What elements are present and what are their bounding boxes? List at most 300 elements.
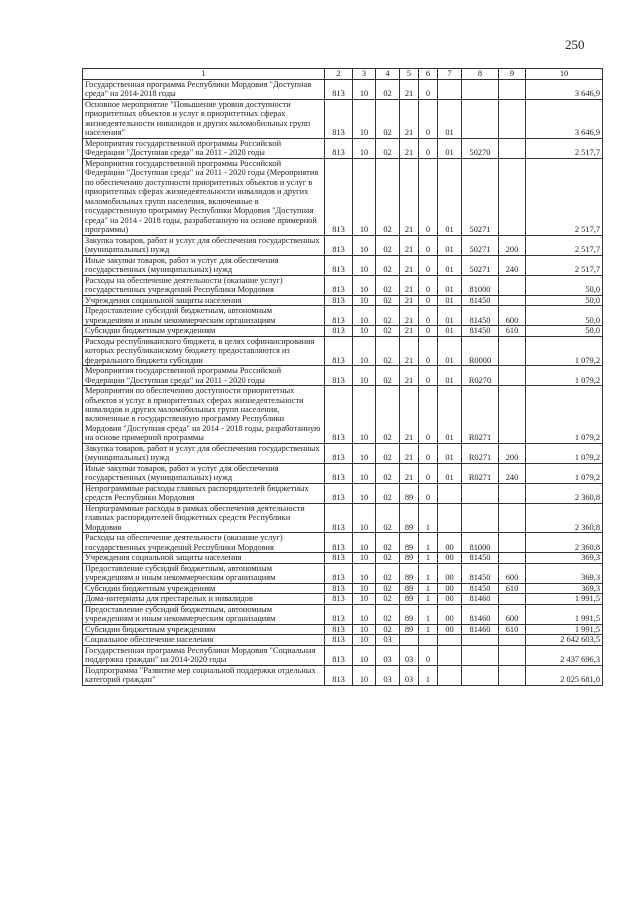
subprogram-cell: 0 (419, 443, 438, 463)
program-cell: 21 (400, 275, 419, 295)
expense-type-cell (499, 665, 526, 685)
amount-cell: 369,3 (526, 563, 603, 583)
event-cell (438, 645, 462, 665)
program-cell: 21 (400, 255, 419, 275)
amount-cell: 2 360,8 (526, 533, 603, 553)
expense-code-cell: 50271 (462, 158, 499, 235)
row-name-cell: Расходы на обеспечение деятельности (оказание услуг) государственных учреждений Республики Мордовия (83, 275, 325, 295)
admin-code-cell: 813 (325, 624, 353, 634)
section-cell: 10 (353, 665, 376, 685)
amount-cell: 2 517,7 (526, 255, 603, 275)
event-cell (438, 483, 462, 503)
admin-code-cell: 813 (325, 483, 353, 503)
column-header-5: 5 (400, 69, 419, 80)
program-cell: 89 (400, 483, 419, 503)
expense-type-cell (499, 295, 526, 305)
expense-code-cell: R0000 (462, 336, 499, 365)
amount-cell: 369,3 (526, 583, 603, 593)
subsection-cell: 02 (376, 158, 400, 235)
event-cell: 00 (438, 583, 462, 593)
admin-code-cell: 813 (325, 645, 353, 665)
event-cell: 01 (438, 255, 462, 275)
admin-code-cell: 813 (325, 443, 353, 463)
row-name-cell: Субсидии бюджетным учреждениям (83, 583, 325, 593)
program-cell: 21 (400, 386, 419, 444)
subprogram-cell: 0 (419, 255, 438, 275)
amount-cell: 1 079,2 (526, 386, 603, 444)
subsection-cell: 02 (376, 366, 400, 386)
subprogram-cell: 1 (419, 553, 438, 563)
row-name-cell: Мероприятия государственной программы Российской Федерации "Доступная среда" на 2011 - 2020 годы (83, 366, 325, 386)
expense-type-cell: 600 (499, 604, 526, 624)
expense-type-cell (499, 80, 526, 100)
table-row (83, 443, 603, 463)
event-cell: 01 (438, 463, 462, 483)
event-cell: 01 (438, 306, 462, 326)
expense-code-cell: 81450 (462, 306, 499, 326)
section-cell: 10 (353, 366, 376, 386)
event-cell: 01 (438, 99, 462, 138)
table-row (83, 326, 603, 336)
table-row (83, 386, 603, 444)
program-cell: 21 (400, 138, 419, 158)
amount-cell: 2 360,8 (526, 503, 603, 532)
subprogram-cell: 1 (419, 503, 438, 532)
section-cell: 10 (353, 80, 376, 100)
subsection-cell: 02 (376, 553, 400, 563)
program-cell: 21 (400, 336, 419, 365)
program-cell: 21 (400, 80, 419, 100)
row-name-cell: Непрограммные расходы в рамках обеспечения деятельности главных распорядителей бюджетных средств Республики Мордовия (83, 503, 325, 532)
table-row (83, 583, 603, 593)
subprogram-cell: 1 (419, 594, 438, 604)
subprogram-cell: 1 (419, 665, 438, 685)
subsection-cell: 02 (376, 235, 400, 255)
event-cell: 01 (438, 336, 462, 365)
amount-cell: 1 991,5 (526, 594, 603, 604)
table-header-row (83, 69, 603, 80)
admin-code-cell: 813 (325, 158, 353, 235)
row-name-cell: Непрограммные расходы главных распорядителей бюджетных средств Республики Мордовия (83, 483, 325, 503)
row-name-cell: Мероприятия государственной программы Российской Федерации "Доступная среда" на 2011 - 2020 годы (Мероприятия по обеспечению доступности приоритетных объектов и услуг в приоритетных сферах жизнедеятельности инвалидов и других маломобильных групп населения, включенные в государственную программу Республики Мордовия "Доступная среда" на 2014 - 2018 годы, разработанную на основе примерной программы) (83, 158, 325, 235)
subsection-cell: 02 (376, 336, 400, 365)
table-row (83, 306, 603, 326)
expense-type-cell: 240 (499, 463, 526, 483)
program-cell: 03 (400, 645, 419, 665)
subsection-cell: 02 (376, 563, 400, 583)
subprogram-cell: 0 (419, 138, 438, 158)
row-name-cell: Иные закупки товаров, работ и услуг для обеспечения государственных (муниципальных) нужд (83, 463, 325, 483)
program-cell: 89 (400, 594, 419, 604)
table-row (83, 604, 603, 624)
amount-cell: 3 646,9 (526, 99, 603, 138)
admin-code-cell: 813 (325, 533, 353, 553)
budget-table (82, 68, 603, 686)
subprogram-cell: 1 (419, 604, 438, 624)
event-cell (438, 635, 462, 645)
amount-cell: 3 646,9 (526, 80, 603, 100)
subsection-cell: 02 (376, 594, 400, 604)
program-cell: 21 (400, 366, 419, 386)
subsection-cell: 02 (376, 306, 400, 326)
program-cell: 21 (400, 443, 419, 463)
section-cell: 10 (353, 635, 376, 645)
admin-code-cell: 813 (325, 306, 353, 326)
expense-type-cell (499, 99, 526, 138)
subsection-cell: 02 (376, 255, 400, 275)
expense-type-cell: 610 (499, 624, 526, 634)
program-cell: 21 (400, 326, 419, 336)
column-header-4: 4 (376, 69, 400, 80)
expense-type-cell: 240 (499, 255, 526, 275)
program-cell: 89 (400, 624, 419, 634)
expense-type-cell: 610 (499, 326, 526, 336)
subsection-cell: 02 (376, 583, 400, 593)
event-cell (438, 503, 462, 532)
expense-type-cell: 600 (499, 306, 526, 326)
subprogram-cell: 0 (419, 326, 438, 336)
table-row (83, 553, 603, 563)
subprogram-cell: 0 (419, 645, 438, 665)
subprogram-cell: 0 (419, 235, 438, 255)
subprogram-cell: 0 (419, 483, 438, 503)
subsection-cell: 02 (376, 463, 400, 483)
table-row (83, 275, 603, 295)
section-cell: 10 (353, 645, 376, 665)
admin-code-cell: 813 (325, 594, 353, 604)
event-cell: 00 (438, 594, 462, 604)
section-cell: 10 (353, 563, 376, 583)
section-cell: 10 (353, 306, 376, 326)
table-row (83, 463, 603, 483)
event-cell: 01 (438, 275, 462, 295)
expense-type-cell (499, 533, 526, 553)
section-cell: 10 (353, 138, 376, 158)
row-name-cell: Государственная программа Республики Мордовия "Социальная поддержка граждан" на 2014-2020 годы (83, 645, 325, 665)
admin-code-cell: 813 (325, 553, 353, 563)
section-cell: 10 (353, 326, 376, 336)
row-name-cell: Закупка товаров, работ и услуг для обеспечения государственных (муниципальных) нужд (83, 235, 325, 255)
row-name-cell: Предоставление субсидий бюджетным, автономным учреждениям и иным некоммерческим организациям (83, 306, 325, 326)
subprogram-cell: 0 (419, 295, 438, 305)
row-name-cell: Субсидии бюджетным учреждениям (83, 624, 325, 634)
subprogram-cell: 0 (419, 386, 438, 444)
table-row (83, 80, 603, 100)
table-row (83, 483, 603, 503)
admin-code-cell: 813 (325, 99, 353, 138)
amount-cell: 1 079,2 (526, 366, 603, 386)
expense-type-cell (499, 635, 526, 645)
section-cell: 10 (353, 295, 376, 305)
section-cell: 10 (353, 235, 376, 255)
admin-code-cell: 813 (325, 463, 353, 483)
subprogram-cell: 0 (419, 99, 438, 138)
row-name-cell: Учреждения социальной защиты населения (83, 295, 325, 305)
row-name-cell: Учреждения социальной защиты населения (83, 553, 325, 563)
program-cell: 89 (400, 533, 419, 553)
amount-cell: 2 517,7 (526, 138, 603, 158)
subprogram-cell (419, 635, 438, 645)
amount-cell: 1 079,2 (526, 443, 603, 463)
program-cell: 89 (400, 604, 419, 624)
expense-type-cell (499, 553, 526, 563)
subsection-cell: 02 (376, 483, 400, 503)
subsection-cell: 02 (376, 604, 400, 624)
event-cell: 01 (438, 138, 462, 158)
section-cell: 10 (353, 503, 376, 532)
row-name-cell: Государственная программа Республики Мордовия "Доступная среда" на 2014-2018 годы (83, 80, 325, 100)
expense-code-cell: 50270 (462, 138, 499, 158)
subsection-cell: 02 (376, 443, 400, 463)
row-name-cell: Закупка товаров, работ и услуг для обеспечения государственных (муниципальных) нужд (83, 443, 325, 463)
amount-cell: 2 517,7 (526, 235, 603, 255)
amount-cell: 1 079,2 (526, 336, 603, 365)
amount-cell: 369,3 (526, 553, 603, 563)
table-row (83, 665, 603, 685)
admin-code-cell: 813 (325, 235, 353, 255)
subsection-cell: 03 (376, 665, 400, 685)
event-cell: 01 (438, 326, 462, 336)
program-cell: 21 (400, 295, 419, 305)
amount-cell: 50,0 (526, 326, 603, 336)
event-cell (438, 665, 462, 685)
subprogram-cell: 0 (419, 306, 438, 326)
event-cell: 01 (438, 443, 462, 463)
event-cell: 00 (438, 604, 462, 624)
program-cell: 89 (400, 583, 419, 593)
expense-code-cell (462, 483, 499, 503)
subsection-cell: 02 (376, 99, 400, 138)
expense-code-cell (462, 503, 499, 532)
amount-cell: 2 437 696,3 (526, 645, 603, 665)
expense-type-cell (499, 138, 526, 158)
section-cell: 10 (353, 99, 376, 138)
amount-cell: 50,0 (526, 306, 603, 326)
row-name-cell: Мероприятия по обеспечению доступности приоритетных объектов и услуг в приоритетных сферах жизнедеятельности инвалидов и других маломобильных групп населения, включенные в государственную программу Республики Мордовия "Доступная среда" на 2014 - 2018 годы, разработанную на основе примерной программы (83, 386, 325, 444)
event-cell (438, 80, 462, 100)
subprogram-cell: 0 (419, 463, 438, 483)
expense-code-cell: 81460 (462, 624, 499, 634)
admin-code-cell: 813 (325, 275, 353, 295)
program-cell: 21 (400, 235, 419, 255)
subsection-cell: 02 (376, 138, 400, 158)
subsection-cell: 02 (376, 624, 400, 634)
admin-code-cell: 813 (325, 503, 353, 532)
section-cell: 10 (353, 604, 376, 624)
subprogram-cell: 1 (419, 624, 438, 634)
program-cell: 21 (400, 306, 419, 326)
row-name-cell: Подпрограмма "Развитие мер социальной поддержки отдельных категорий граждан" (83, 665, 325, 685)
amount-cell: 2 360,8 (526, 483, 603, 503)
subprogram-cell: 1 (419, 583, 438, 593)
amount-cell: 1 991,5 (526, 604, 603, 624)
subsection-cell: 02 (376, 533, 400, 553)
expense-code-cell (462, 635, 499, 645)
table-row (83, 295, 603, 305)
amount-cell: 2 025 681,0 (526, 665, 603, 685)
expense-code-cell: R0270 (462, 366, 499, 386)
table-row (83, 563, 603, 583)
expense-type-cell (499, 336, 526, 365)
table-row (83, 99, 603, 138)
expense-type-cell: 600 (499, 563, 526, 583)
table-row (83, 235, 603, 255)
subsection-cell: 02 (376, 326, 400, 336)
table-row (83, 255, 603, 275)
row-name-cell: Иные закупки товаров, работ и услуг для обеспечения государственных (муниципальных) нужд (83, 255, 325, 275)
section-cell: 10 (353, 255, 376, 275)
column-header-6: 6 (419, 69, 438, 80)
program-cell: 89 (400, 563, 419, 583)
expense-type-cell: 200 (499, 443, 526, 463)
expense-type-cell (499, 594, 526, 604)
column-header-9: 9 (499, 69, 526, 80)
program-cell: 03 (400, 665, 419, 685)
expense-code-cell: 81450 (462, 295, 499, 305)
program-cell: 89 (400, 553, 419, 563)
table-row (83, 138, 603, 158)
admin-code-cell: 813 (325, 635, 353, 645)
expense-type-cell (499, 645, 526, 665)
expense-code-cell: R0271 (462, 443, 499, 463)
table-row (83, 645, 603, 665)
expense-type-cell (499, 158, 526, 235)
row-name-cell: Социальное обеспечение населения (83, 635, 325, 645)
expense-code-cell (462, 645, 499, 665)
admin-code-cell: 813 (325, 336, 353, 365)
expense-code-cell: 50271 (462, 255, 499, 275)
expense-code-cell: 81450 (462, 583, 499, 593)
admin-code-cell: 813 (325, 665, 353, 685)
column-header-3: 3 (353, 69, 376, 80)
row-name-cell: Субсидии бюджетным учреждениям (83, 326, 325, 336)
section-cell: 10 (353, 386, 376, 444)
admin-code-cell: 813 (325, 604, 353, 624)
section-cell: 10 (353, 158, 376, 235)
table-row (83, 635, 603, 645)
subprogram-cell: 0 (419, 80, 438, 100)
admin-code-cell: 813 (325, 326, 353, 336)
table-body (83, 80, 603, 686)
event-cell: 00 (438, 563, 462, 583)
expense-type-cell: 610 (499, 583, 526, 593)
expense-type-cell (499, 386, 526, 444)
program-cell: 21 (400, 99, 419, 138)
section-cell: 10 (353, 553, 376, 563)
event-cell: 00 (438, 533, 462, 553)
amount-cell: 2 642 603,5 (526, 635, 603, 645)
table-row (83, 594, 603, 604)
column-header-7: 7 (438, 69, 462, 80)
subprogram-cell: 0 (419, 158, 438, 235)
amount-cell: 50,0 (526, 295, 603, 305)
subsection-cell: 02 (376, 386, 400, 444)
amount-cell: 2 517,7 (526, 158, 603, 235)
admin-code-cell: 813 (325, 366, 353, 386)
event-cell: 01 (438, 235, 462, 255)
program-cell: 89 (400, 503, 419, 532)
column-header-2: 2 (325, 69, 353, 80)
section-cell: 10 (353, 336, 376, 365)
event-cell: 00 (438, 624, 462, 634)
subsection-cell: 03 (376, 635, 400, 645)
row-name-cell: Расходы на обеспечение деятельности (оказание услуг) государственных учреждений Республики Мордовия (83, 533, 325, 553)
expense-code-cell: 50271 (462, 235, 499, 255)
program-cell: 21 (400, 158, 419, 235)
subprogram-cell: 1 (419, 533, 438, 553)
table-row (83, 624, 603, 634)
subprogram-cell: 0 (419, 275, 438, 295)
admin-code-cell: 813 (325, 255, 353, 275)
expense-type-cell (499, 366, 526, 386)
expense-code-cell: 81460 (462, 594, 499, 604)
table-row (83, 158, 603, 235)
column-header-8: 8 (462, 69, 499, 80)
expense-type-cell (499, 503, 526, 532)
amount-cell: 1 991,5 (526, 624, 603, 634)
subprogram-cell: 0 (419, 336, 438, 365)
row-name-cell: Дома-интернаты для престарелых и инвалидов (83, 594, 325, 604)
row-name-cell: Предоставление субсидий бюджетным, автономным учреждениям и иным некоммерческим организациям (83, 563, 325, 583)
expense-code-cell: 81450 (462, 326, 499, 336)
row-name-cell: Основное мероприятие "Повышение уровня доступности приоритетных объектов и услуг в приоритетных сферах жизнедеятельности инвалидов и других маломобильных групп населения" (83, 99, 325, 138)
expense-code-cell: 81460 (462, 604, 499, 624)
event-cell: 01 (438, 158, 462, 235)
section-cell: 10 (353, 275, 376, 295)
admin-code-cell: 813 (325, 295, 353, 305)
amount-cell: 50,0 (526, 275, 603, 295)
expense-code-cell (462, 99, 499, 138)
section-cell: 10 (353, 483, 376, 503)
section-cell: 10 (353, 463, 376, 483)
expense-type-cell (499, 483, 526, 503)
subsection-cell: 02 (376, 295, 400, 305)
admin-code-cell: 813 (325, 563, 353, 583)
section-cell: 10 (353, 624, 376, 634)
row-name-cell: Мероприятия государственной программы Российской Федерации "Доступная среда" на 2011 - 2020 годы (83, 138, 325, 158)
admin-code-cell: 813 (325, 138, 353, 158)
program-cell (400, 635, 419, 645)
subsection-cell: 03 (376, 645, 400, 665)
subprogram-cell: 1 (419, 563, 438, 583)
expense-code-cell: 81450 (462, 563, 499, 583)
expense-code-cell: 81000 (462, 533, 499, 553)
program-cell: 21 (400, 463, 419, 483)
event-cell: 01 (438, 386, 462, 444)
admin-code-cell: 813 (325, 583, 353, 593)
expense-type-cell: 200 (499, 235, 526, 255)
page-number: 250 (565, 37, 585, 52)
event-cell: 00 (438, 553, 462, 563)
column-header-1: 1 (83, 69, 325, 80)
event-cell: 01 (438, 295, 462, 305)
expense-code-cell: R0271 (462, 386, 499, 444)
section-cell: 10 (353, 594, 376, 604)
table-row (83, 366, 603, 386)
row-name-cell: Предоставление субсидий бюджетным, автономным учреждениям и иным некоммерческим организациям (83, 604, 325, 624)
expense-code-cell (462, 665, 499, 685)
event-cell: 01 (438, 366, 462, 386)
subsection-cell: 02 (376, 503, 400, 532)
subsection-cell: 02 (376, 275, 400, 295)
expense-type-cell (499, 275, 526, 295)
expense-code-cell (462, 80, 499, 100)
expense-code-cell: R0271 (462, 463, 499, 483)
admin-code-cell: 813 (325, 386, 353, 444)
table-row (83, 533, 603, 553)
section-cell: 10 (353, 533, 376, 553)
row-name-cell: Расходы республиканского бюджета, в целях софинансирования которых республиканскому бюджету предоставляются из федерального бюджета субсидии (83, 336, 325, 365)
